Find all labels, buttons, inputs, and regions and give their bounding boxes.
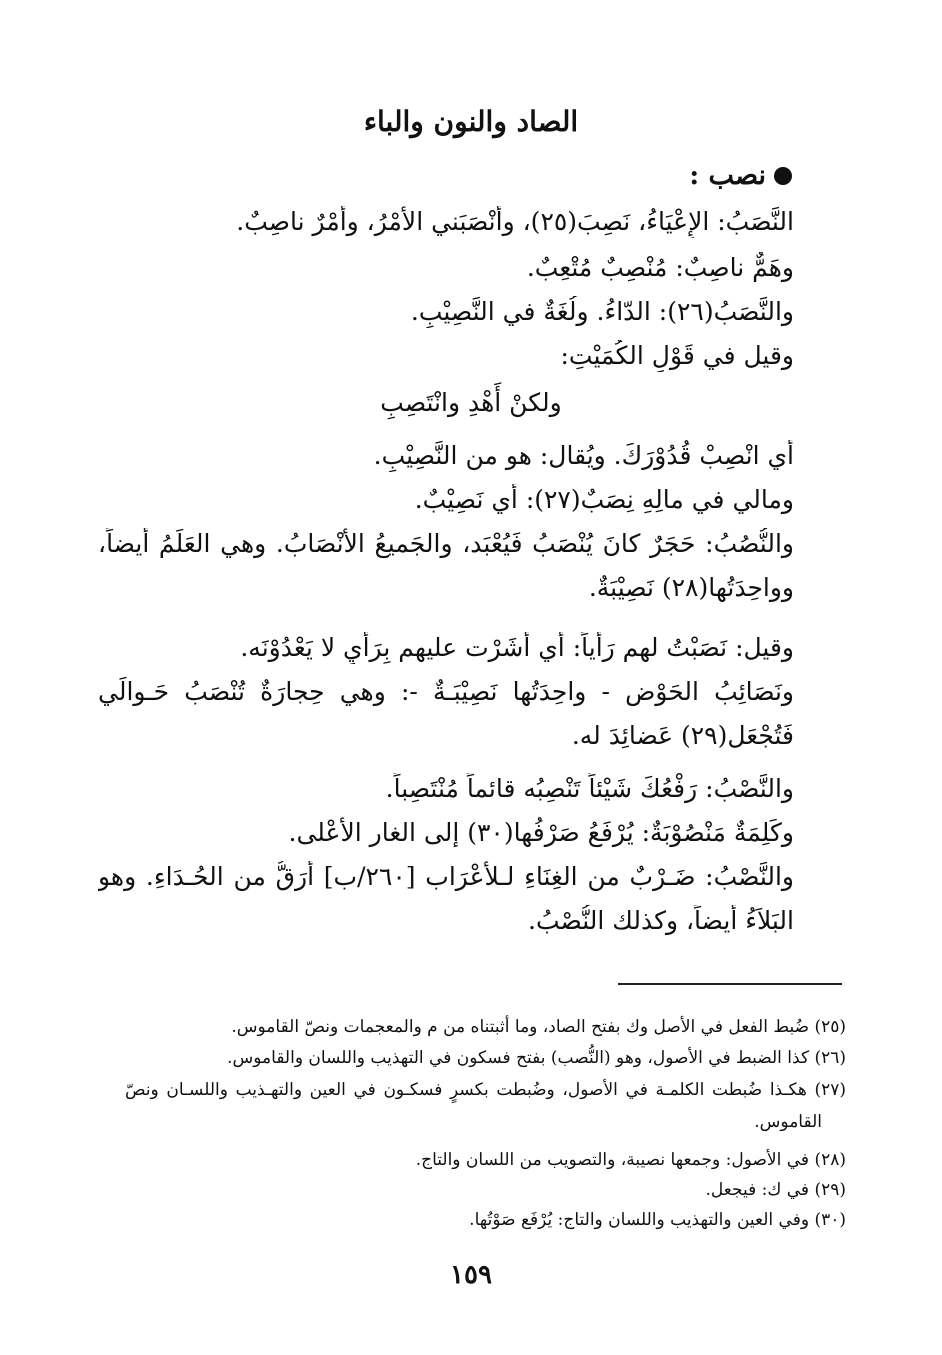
body-line-10: ونَصَائِبُ الحَوْضِ - واحِدَتُها نَصِيْبَـةٌ -: وهي حِجارَةٌ تُنْصَبُ حَـوالَي (98, 677, 794, 706)
body-line-8: وواحِدَتُها(٢٨) نَصِيْبَةٌ. (588, 573, 794, 602)
page-number: ١٥٩ (450, 1260, 492, 1290)
page-header: الصاد والنون والباء (363, 105, 579, 138)
footnote-27: (٢٧) هكـذا ضُبطت الكلمـة في الأصول، وضُبطت بكسرٍ فسكـون في العين والتهـذيب واللسـان ونصّ (125, 1080, 846, 1100)
footnote-divider (618, 983, 842, 985)
body-line-4: وقيل في قَوْلِ الكُمَيْتِ: (560, 341, 794, 370)
body-line-12: والنَّصْبُ: رَفْعُكَ شَيْئاً تَنْصِبُه قائماً مُنْتَصِباً. (385, 774, 794, 803)
body-line-7: والنُّصُبُ: حَجَرٌ كانَ يُنْصَبُ فَيُعْبَد، والجَميعُ الأَنْصَابُ. وهي العَلَمُ أيضاً، (98, 529, 794, 558)
footnote-28: (٢٨) في الأصول: وجمعها نصيبة، والتصويب من اللسان والتاج. (415, 1150, 846, 1170)
body-line-6: ومالي في مالِهِ نِصَبٌ(٢٧): أي نَصِيْبٌ. (414, 485, 794, 514)
body-line-3: والنَّصَبُ(٢٦): الدّاءُ. ولُغَةٌ في النَّصِيْبِ. (410, 297, 794, 326)
body-line-15: البَلاَءُ أيضاً، وكذلك النُّصْبُ. (528, 906, 794, 935)
body-line-13: وكَلِمَةٌ مَنْصُوْبَةٌ: يُرْفَعُ صَرْفُها(٣٠) إلى الغار الأَعْلى. (288, 818, 794, 847)
entry-headword (689, 160, 792, 191)
body-line-14: والنَّصْبُ: ضَـرْبٌ من الغِنَاءِ لـلأَعْرَاب [٢٦٠/ب] أَرَقُّ من الحُـدَاءِ. وهو (98, 862, 794, 891)
footnote-25: (٢٥) ضُبط الفعل في الأصل وك بفتح الصاد، وما أثبتناه من م والمعجمات ونصّ القاموس. (231, 1017, 846, 1037)
verse-line: ولكنْ أَهْدِ وانْتَصِبِ (380, 388, 562, 417)
body-line-11: فَتُجْعَل(٢٩) عَضائِدَ له. (571, 721, 794, 750)
body-line-9: وقيل: نَصَبْتُ لهم رَأْياً: أي أَشَرْت عليهم بِرَأْيٍ لا يَعْدُوْنَه. (240, 633, 794, 662)
bullet-icon (774, 167, 792, 185)
headword-text: نصب : (689, 160, 766, 191)
footnote-27-continued: القاموس. (754, 1112, 822, 1132)
footnote-26: (٢٦) كذا الضبط في الأصول، وهو (النُّصب) بفتح فسكون في التهذيب واللسان والقاموس. (227, 1048, 846, 1068)
footnote-29: (٢٩) في ك: فيجعل. (705, 1180, 846, 1200)
body-line-1: النَّصَبُ: الإِعْيَاءُ، نَصِبَ(٢٥)، وأَنْصَبَني الأَمْرُ، وأَمْرٌ ناصِبٌ. (236, 207, 794, 236)
body-line-5: أي انْصِبْ قُدُوْرَكَ. ويُقال: هو من النَّصِيْبِ. (373, 441, 794, 470)
footnote-30: (٣٠) وفي العين والتهذيب واللسان والتاج: يُرْفَع صَوْتُها. (469, 1210, 846, 1230)
body-line-2: وهَمٌّ ناصِبٌ: مُنْصِبٌ مُتْعِبٌ. (526, 253, 794, 282)
